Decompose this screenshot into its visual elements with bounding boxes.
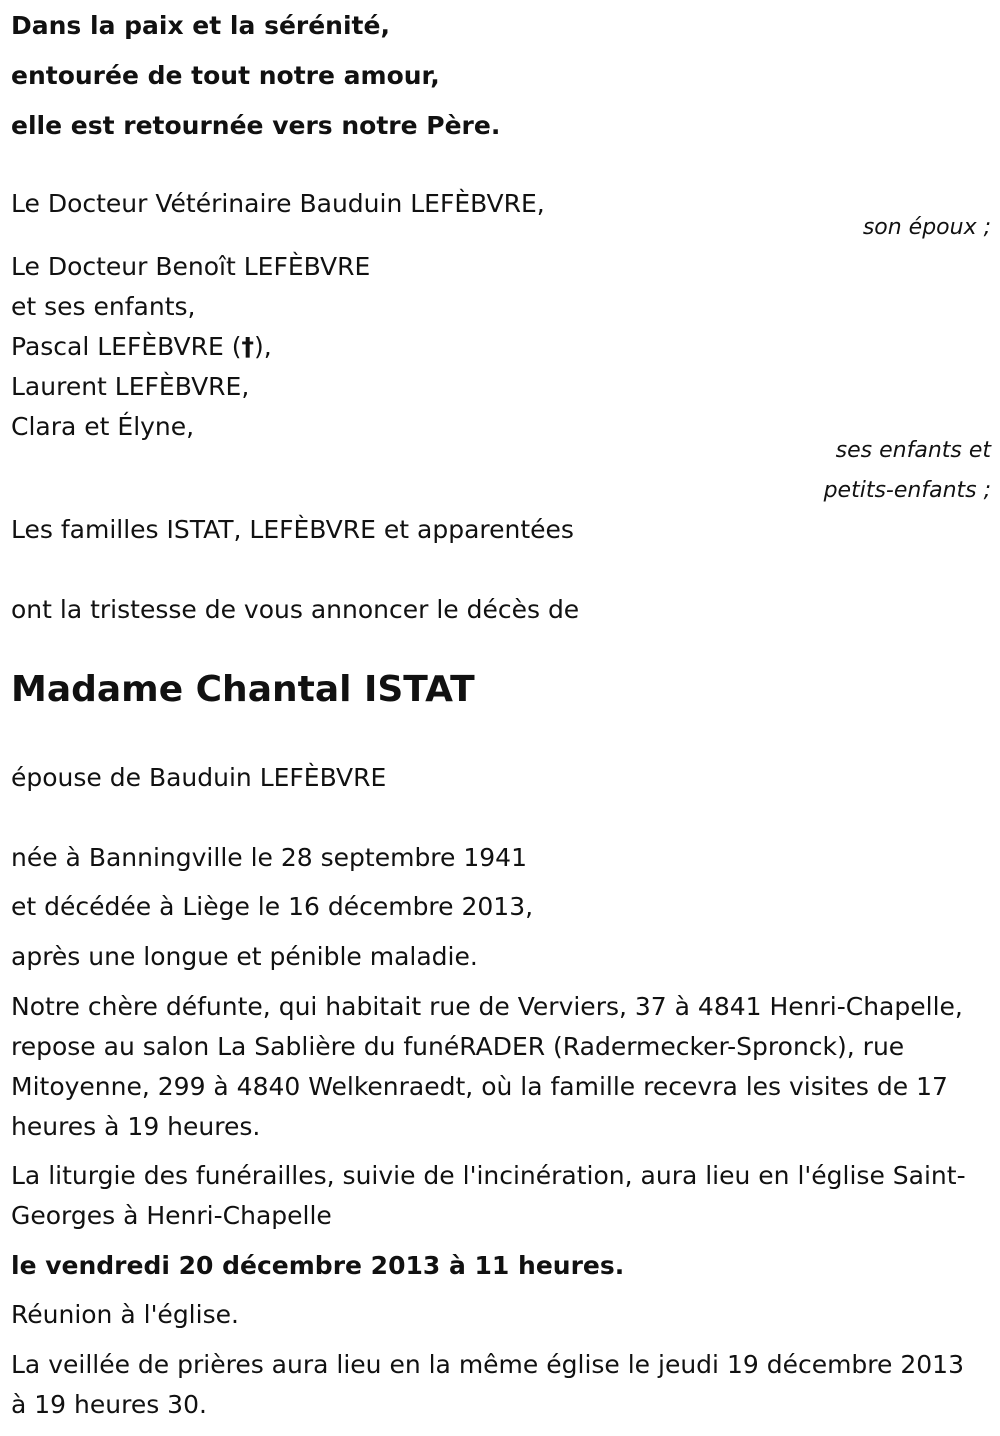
- families-line: Les familles ISTAT, LEFÈBVRE et apparentées: [11, 515, 574, 544]
- child-line-1: Le Docteur Benoît LEFÈBVRE: [11, 252, 371, 281]
- child-line-3: [11, 332, 272, 362]
- child-line-2: et ses enfants,: [11, 292, 196, 321]
- intro-line-1: Dans la paix et la sérénité,: [11, 11, 390, 40]
- liturgy-paragraph: La liturgie des funérailles, suivie de l'incinération, aura lieu en l'église Saint-Georges à Henri-Chapelle: [11, 1161, 966, 1230]
- children-relation-1: ses enfants et: [835, 438, 991, 463]
- pascal-suffix: ),: [254, 332, 272, 361]
- visitation-paragraph: Notre chère défunte, qui habitait rue de Verviers, 37 à 4841 Henri-Chapelle, repose au salon La Sablière du funéRADER (Radermecker-Spronck), rue Mitoyenne, 299 à 4840 Welkenraedt, où la famille recevra les visites de 17 heures à 19 heures.: [11, 992, 963, 1141]
- children-relation-2: petits-enfants ;: [823, 478, 991, 503]
- vigil-paragraph: La veillée de prières aura lieu en la même église le jeudi 19 décembre 2013 à 19 heures 30.: [11, 1350, 964, 1419]
- died-line: et décédée à Liège le 16 décembre 2013,: [11, 892, 534, 921]
- illness-line: après une longue et pénible maladie.: [11, 942, 478, 971]
- deceased-name: Madame Chantal ISTAT: [11, 669, 475, 710]
- announce-line: ont la tristesse de vous annoncer le décès de: [11, 595, 580, 624]
- child-line-4: Laurent LEFÈBVRE,: [11, 372, 250, 401]
- born-line: née à Banningville le 28 septembre 1941: [11, 843, 527, 872]
- meeting-line: Réunion à l'église.: [11, 1300, 239, 1329]
- pascal-name: Pascal LEFÈBVRE (: [11, 332, 242, 361]
- funeral-date: le vendredi 20 décembre 2013 à 11 heures.: [11, 1251, 625, 1280]
- intro-line-3: elle est retournée vers notre Père.: [11, 111, 501, 140]
- spouse-relation: son époux ;: [862, 215, 991, 240]
- intro-line-2: entourée de tout notre amour,: [11, 61, 440, 90]
- child-line-5: Clara et Élyne,: [11, 412, 195, 441]
- spouse-of-line: épouse de Bauduin LEFÈBVRE: [11, 763, 387, 792]
- cross-icon: †: [241, 332, 255, 361]
- spouse-name: Le Docteur Vétérinaire Bauduin LEFÈBVRE,: [11, 189, 545, 218]
